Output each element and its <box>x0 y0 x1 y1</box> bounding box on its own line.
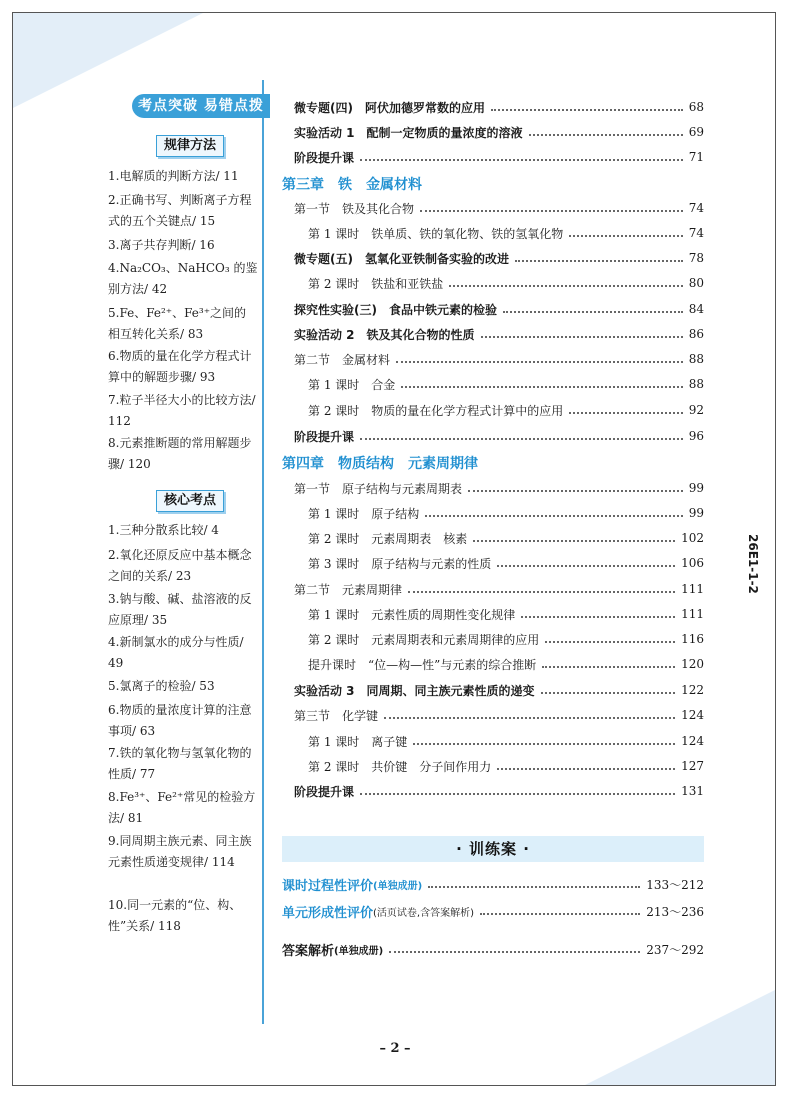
toc-label: 第 1 课时 原子结构 <box>308 506 420 521</box>
toc-page: 92 <box>688 403 704 417</box>
toc-page: 124 <box>681 708 704 722</box>
core-item-1: 1.三种分散系比较/ 4 <box>108 523 219 537</box>
toc-row[interactable] <box>308 755 704 777</box>
toc-row[interactable] <box>294 197 704 219</box>
toc-row[interactable] <box>294 679 704 701</box>
core-item-2: 2.氧化还原反应中基本概念之间的关系/ 23 <box>108 548 252 583</box>
toc-row[interactable] <box>294 298 704 320</box>
method-item-8: 8.元素推断题的常用解题步骤/ 120 <box>108 436 252 471</box>
core-item-4: 4.新制氯水的成分与性质/ 49 <box>108 635 244 670</box>
chapter-heading[interactable]: 第四章 物质结构 元素周期律 <box>282 456 478 472</box>
toc-row[interactable] <box>294 348 704 370</box>
toc-label: 第 1 课时 合金 <box>308 377 396 392</box>
training-row[interactable] <box>282 900 704 922</box>
training-note: (活页试卷,含答案解析) <box>373 907 474 919</box>
toc-row[interactable] <box>308 653 704 675</box>
training-page: 133～212 <box>646 877 704 892</box>
toc-row[interactable] <box>308 272 704 294</box>
method-item-7: 7.粒子半径大小的比较方法/ 112 <box>108 393 256 428</box>
toc-row[interactable] <box>294 247 704 269</box>
toc-page: 88 <box>688 377 704 391</box>
corner-decoration-bottom-right <box>585 990 775 1085</box>
method-item-1: 1.电解质的判断方法/ 11 <box>108 169 239 183</box>
toc-page: 88 <box>688 352 704 366</box>
toc-row[interactable] <box>294 477 704 499</box>
answers-note: (单独成册) <box>334 945 384 957</box>
toc-page: 80 <box>688 276 704 290</box>
toc-label: 第 2 课时 铁盐和亚铁盐 <box>308 276 444 291</box>
toc-row[interactable] <box>308 222 704 244</box>
toc-row[interactable] <box>294 121 704 143</box>
toc-page: 120 <box>681 657 704 671</box>
core-item-3: 3.钠与酸、碱、盐溶液的反应原理/ 35 <box>108 592 252 627</box>
toc-page: 111 <box>681 607 704 621</box>
section-banner: 考点突破 易错点拨 <box>132 94 270 118</box>
training-label: 单元形成性评价 <box>282 905 374 921</box>
toc-page: 131 <box>681 784 704 798</box>
toc-label: 阶段提升课 <box>294 429 355 444</box>
training-header: · 训练案 · <box>282 836 704 862</box>
toc-row[interactable] <box>308 373 704 395</box>
toc-label: 第 1 课时 铁单质、铁的氧化物、铁的氢氧化物 <box>308 226 564 241</box>
toc-label: 第 2 课时 元素周期表和元素周期律的应用 <box>308 632 540 647</box>
toc-page: 99 <box>688 506 704 520</box>
method-item-6: 6.物质的量在化学方程式计算中的解题步骤/ 93 <box>108 349 252 384</box>
toc-row[interactable] <box>294 704 704 726</box>
toc-label: 微专题(五) 氢氧化亚铁制备实验的改进 <box>294 251 509 266</box>
toc-page: 124 <box>681 734 704 748</box>
toc-row[interactable] <box>294 146 704 168</box>
toc-label: 第 3 课时 原子结构与元素的性质 <box>308 556 492 571</box>
toc-label: 探究性实验(三) 食品中铁元素的检验 <box>294 302 497 317</box>
toc-page: 74 <box>688 226 704 240</box>
side-code: 26E1-1-2 <box>746 534 760 594</box>
training-page: 213～236 <box>646 904 704 919</box>
toc-label: 第一节 原子结构与元素周期表 <box>294 481 463 496</box>
chapter-heading[interactable]: 第三章 铁 金属材料 <box>282 177 422 193</box>
answers-label: 答案解析 <box>282 943 335 959</box>
toc-label: 实验活动 1 配制一定物质的量浓度的溶液 <box>294 125 523 140</box>
toc-row[interactable] <box>308 552 704 574</box>
toc-label: 阶段提升课 <box>294 150 355 165</box>
toc-row[interactable] <box>308 628 704 650</box>
method-item-2: 2.正确书写、判断离子方程式的五个关键点/ 15 <box>108 193 252 228</box>
toc-label: 第 2 课时 共价键 分子间作用力 <box>308 759 492 774</box>
toc-page: 96 <box>688 429 704 443</box>
toc-label: 第三节 化学键 <box>294 708 379 723</box>
toc-row[interactable] <box>308 527 704 549</box>
toc-label: 微专题(四) 阿伏加德罗常数的应用 <box>294 100 485 115</box>
toc-label: 第 1 课时 离子键 <box>308 734 408 749</box>
toc-page: 127 <box>681 759 704 773</box>
core-item-6: 6.物质的量浓度计算的注意事项/ 63 <box>108 703 252 738</box>
toc-label: 第 1 课时 元素性质的周期性变化规律 <box>308 607 516 622</box>
toc-label: 阶段提升课 <box>294 784 355 799</box>
method-item-5: 5.Fe、Fe²⁺、Fe³⁺之间的相互转化关系/ 83 <box>108 306 247 341</box>
toc-page: 102 <box>681 531 704 545</box>
method-item-4: 4.Na₂CO₃、NaHCO₃ 的鉴别方法/ 42 <box>108 261 258 296</box>
toc-label: 实验活动 3 同周期、同主族元素性质的递变 <box>294 683 535 698</box>
toc-row[interactable] <box>308 730 704 752</box>
toc-page: 78 <box>688 251 704 265</box>
toc-page: 111 <box>681 582 704 596</box>
toc-page: 86 <box>688 327 704 341</box>
toc-page: 84 <box>688 302 704 316</box>
toc-page: 74 <box>688 201 704 215</box>
toc-label: 第 2 课时 元素周期表 核素 <box>308 531 468 546</box>
toc-page: 106 <box>681 556 704 570</box>
toc-row[interactable] <box>294 323 704 345</box>
toc-label: 第二节 元素周期律 <box>294 582 403 597</box>
methods-title: 规律方法 <box>156 135 224 157</box>
toc-page: 71 <box>688 150 704 164</box>
toc-row[interactable] <box>308 502 704 524</box>
toc-page: 116 <box>681 632 704 646</box>
core-item-10: 10.同一元素的“位、构、性”关系/ 118 <box>108 898 242 933</box>
training-note: (单独成册) <box>373 880 423 892</box>
toc-page: 122 <box>681 683 704 697</box>
core-item-8: 8.Fe³⁺、Fe²⁺常见的检验方法/ 81 <box>108 790 256 825</box>
toc-page: 68 <box>688 100 704 114</box>
core-item-5: 5.氯离子的检验/ 53 <box>108 679 215 693</box>
toc-row[interactable] <box>294 780 704 802</box>
toc-row[interactable] <box>294 578 704 600</box>
toc-page: 69 <box>688 125 704 139</box>
column-divider <box>262 80 264 1024</box>
core-item-7: 7.铁的氧化物与氢氧化物的性质/ 77 <box>108 746 252 781</box>
toc-row[interactable] <box>294 96 704 118</box>
toc-label: 第一节 铁及其化合物 <box>294 201 415 216</box>
core-item-9: 9.同周期主族元素、同主族元素性质递变规律/ 114 <box>108 834 252 869</box>
page-number: – 2 – <box>379 1041 411 1056</box>
toc-label: 提升课时 “位—构—性”与元素的综合推断 <box>308 657 537 672</box>
answers-page: 237～292 <box>646 942 704 957</box>
toc-row[interactable] <box>308 603 704 625</box>
training-row[interactable] <box>282 873 704 895</box>
toc-label: 第二节 金属材料 <box>294 352 391 367</box>
answers-row[interactable] <box>282 938 704 960</box>
core-points-title: 核心考点 <box>156 490 224 512</box>
method-item-3: 3.离子共存判断/ 16 <box>108 238 215 252</box>
toc-row[interactable] <box>294 425 704 447</box>
toc-row[interactable] <box>308 399 704 421</box>
toc-page: 99 <box>688 481 704 495</box>
training-label: 课时过程性评价 <box>282 878 374 894</box>
toc-label: 实验活动 2 铁及其化合物的性质 <box>294 327 475 342</box>
toc-label: 第 2 课时 物质的量在化学方程式计算中的应用 <box>308 403 564 418</box>
